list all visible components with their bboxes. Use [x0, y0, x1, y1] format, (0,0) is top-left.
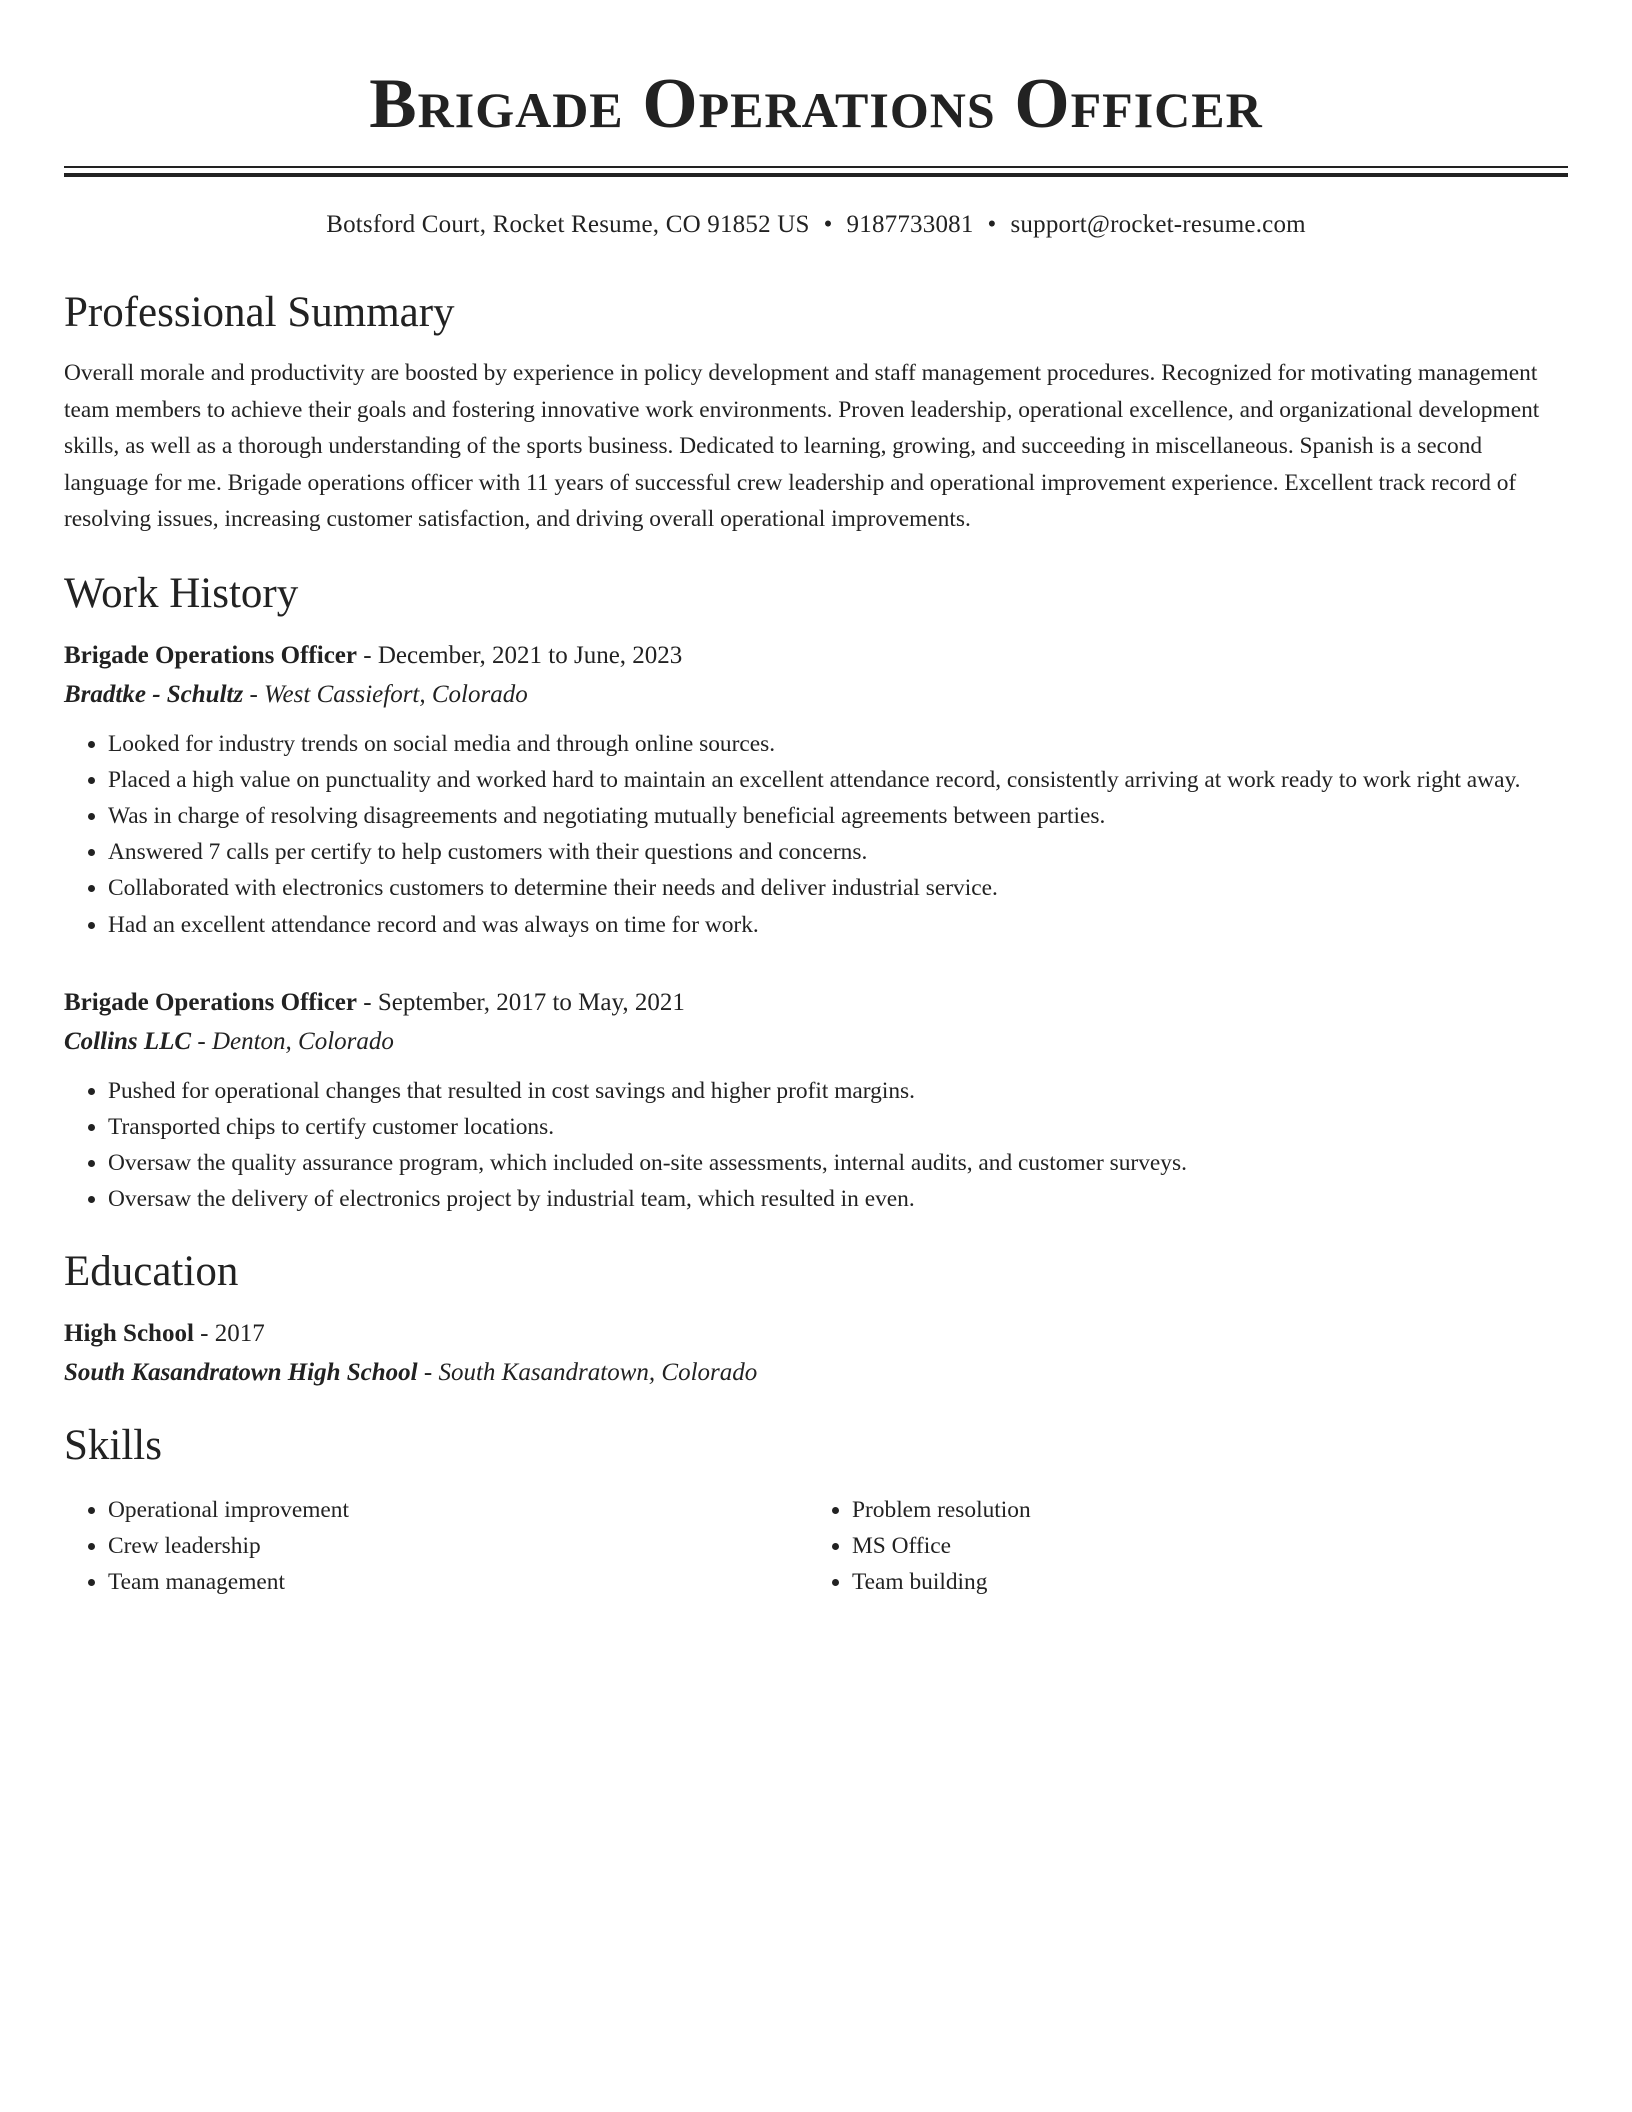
work-history-heading: Work History	[64, 569, 299, 617]
education-entry	[64, 1314, 1568, 1392]
skills-column-left	[64, 1492, 808, 1600]
list-item: • Crew leadership	[108, 1528, 808, 1564]
job-entry	[64, 983, 1568, 1218]
job-title-line	[64, 636, 1568, 675]
job-bullets	[64, 726, 1568, 943]
education-school-line	[64, 1353, 1568, 1392]
title-rule-thin	[64, 166, 1568, 168]
education-heading: Education	[64, 1247, 239, 1295]
list-item: • Oversaw the delivery of electronics project by industrial team, which resulted in even.	[108, 1181, 1568, 1217]
job-bullets	[64, 1073, 1568, 1218]
job-dates: - December, 2021 to June, 2023	[357, 641, 683, 669]
job-location: - Denton, Colorado	[191, 1027, 394, 1055]
list-item: • Was in charge of resolving disagreements and negotiating mutually beneficial agreements between parties.	[108, 798, 1568, 834]
job-location: - West Cassiefort, Colorado	[243, 680, 528, 708]
list-item: • Had an excellent attendance record and was always on time for work.	[108, 907, 1568, 943]
skills-list	[64, 1492, 1568, 1600]
job-entry	[64, 636, 1568, 943]
job-title: Brigade Operations Officer	[64, 988, 357, 1016]
list-item: • MS Office	[852, 1528, 1552, 1564]
list-item: • Placed a high value on punctuality and worked hard to maintain an excellent attendance record, consistently arriving at work ready to work right away.	[108, 762, 1568, 798]
list-item: • Transported chips to certify customer locations.	[108, 1109, 1568, 1145]
contact-separator: •	[823, 211, 833, 238]
list-item: • Team management	[108, 1564, 808, 1600]
skills-heading: Skills	[64, 1421, 162, 1469]
job-company-line	[64, 675, 1568, 714]
summary-text: Overall morale and productivity are boosted by experience in policy development and staff management procedures. Recognized for motivating management team members to achieve their goals and fostering innovative work environments. Proven leadership, operational excellence, and organizational development skills, as well as a thorough understanding of the sports business. Dedicated to learning, growing, and succeeding in miscellaneous. Spanish is a second language for me. Brigade operations officer with 11 years of successful crew leadership and operational improvement experience. Excellent track record of resolving issues, increasing customer satisfaction, and driving overall operational improvements.	[64, 360, 1540, 532]
job-dates: - September, 2017 to May, 2021	[357, 988, 685, 1016]
resume-page	[64, 0, 1568, 1600]
skills-column-right	[808, 1492, 1552, 1600]
contact-address: Botsford Court, Rocket Resume, CO 91852 US	[326, 211, 810, 238]
list-item: • Operational improvement	[108, 1492, 808, 1528]
contact-phone: 9187733081	[846, 211, 974, 238]
contact-separator: •	[987, 211, 997, 238]
list-item: • Answered 7 calls per certify to help customers with their questions and concerns.	[108, 834, 1568, 870]
education-school: South Kasandratown High School	[64, 1358, 418, 1386]
list-item: • Team building	[852, 1564, 1552, 1600]
list-item: • Collaborated with electronics customers to determine their needs and deliver industrial service.	[108, 870, 1568, 906]
education-location: - South Kasandratown, Colorado	[417, 1358, 758, 1386]
resume-title: Brigade Operations Officer	[369, 65, 1263, 143]
contact-email: support@rocket-resume.com	[1010, 211, 1306, 238]
summary-heading: Professional Summary	[64, 289, 455, 336]
education-degree: High School	[64, 1319, 194, 1347]
education-year: - 2017	[193, 1319, 265, 1347]
job-title: Brigade Operations Officer	[64, 641, 357, 669]
job-company: Bradtke - Schultz	[64, 680, 244, 708]
list-item: • Pushed for operational changes that resulted in cost savings and higher profit margins.	[108, 1073, 1568, 1109]
list-item: • Looked for industry trends on social media and through online sources.	[108, 726, 1568, 762]
title-rule-thick	[64, 173, 1568, 177]
job-company-line	[64, 1022, 1568, 1061]
list-item: • Problem resolution	[852, 1492, 1552, 1528]
list-item: • Oversaw the quality assurance program, which included on-site assessments, internal audits, and customer surveys.	[108, 1145, 1568, 1181]
job-title-line	[64, 983, 1568, 1022]
education-degree-line	[64, 1314, 1568, 1353]
contact-line	[64, 207, 1568, 243]
job-company: Collins LLC	[64, 1027, 192, 1055]
